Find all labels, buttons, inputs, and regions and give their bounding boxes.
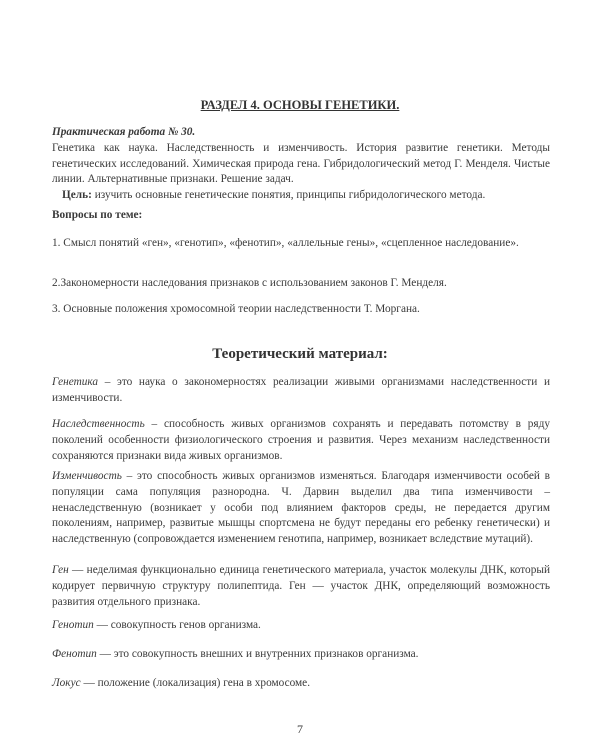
practical-work-title: Практическая работа № 30.: [52, 126, 196, 138]
definition-genotype: [52, 618, 550, 634]
definition-text: – это способность живых организмов изменяться. Благодаря изменчивости особей в популяции сама популяция разнородна. Ч. Дарвин выделил два типа изменчивости – ненаследственную (возникает у особи под влиянием факторов среды, не передается другим поколениям, например, развитые мышцы спортсмена не будут переданы его ребенку генетически) и наследственную (сопровождается изменением генотипа, например, возникает вследствие мутаций).: [52, 470, 550, 546]
question-item-1: 1. Смысл понятий «ген», «генотип», «фенотип», «аллельные гены», «сцепленное наследование».: [52, 237, 519, 249]
definition-term: Изменчивость: [52, 470, 122, 482]
goal-label: Цель:: [62, 189, 92, 202]
definition-phenotype: [52, 647, 550, 663]
definition-term: Наследственность: [52, 418, 145, 430]
questions-title: Вопросы по теме:: [52, 209, 143, 221]
definition-text: — совокупность генов организма.: [93, 619, 261, 631]
definition-text: – это наука о закономерностях реализации живыми организмами наследственности и изменчивости.: [52, 376, 550, 404]
theory-title: Теоретический материал:: [212, 346, 388, 362]
page-number: 7: [297, 722, 303, 736]
definition-term: Генетика: [52, 376, 99, 388]
definition-locus: [52, 676, 550, 692]
goal-line: [52, 188, 550, 204]
definition-heredity: [52, 417, 550, 464]
question-item-3: 3. Основные положения хромосомной теории наследственности Т. Моргана.: [52, 303, 420, 315]
definition-text: — это совокупность внешних и внутренних признаков организма.: [96, 648, 419, 660]
definition-text: — неделимая функционально единица генетического материала, участок молекулы ДНК, который кодирует первичную структуру полипептида. Ген — участок ДНК, определяющий возможность развития отдельного признака.: [52, 564, 550, 608]
definition-term: Фенотип: [52, 648, 97, 660]
definition-variability: [52, 469, 550, 548]
definition-text: — положение (локализация) гена в хромосоме.: [80, 677, 311, 689]
question-item-2: 2.Закономерности наследования признаков с использованием законов Г. Менделя.: [52, 277, 447, 289]
definition-term: Локус: [52, 677, 81, 689]
definition-gene: [52, 563, 550, 610]
goal-text: изучить основные генетические понятия, принципы гибридологического метода.: [91, 189, 486, 202]
definition-term: Ген: [52, 564, 69, 576]
definition-term: Генотип: [52, 619, 94, 631]
practical-work-block: [52, 125, 550, 204]
section-title: РАЗДЕЛ 4. ОСНОВЫ ГЕНЕТИКИ.: [200, 98, 400, 112]
definition-genetics: [52, 375, 550, 407]
definition-text: – способность живых организмов сохранять и передавать потомству в ряду поколений особенности физиологического строения и развития. Через механизм наследственности сохраняются признаки вида живых организмов.: [52, 418, 550, 462]
practical-work-topics: Генетика как наука. Наследственность и изменчивость. История развитие генетики. Методы генетических исследований. Химическая природа гена. Гибридологический метод Г. Менделя. Чистые линии. Альтернативные признаки. Решение задач.: [52, 141, 550, 186]
